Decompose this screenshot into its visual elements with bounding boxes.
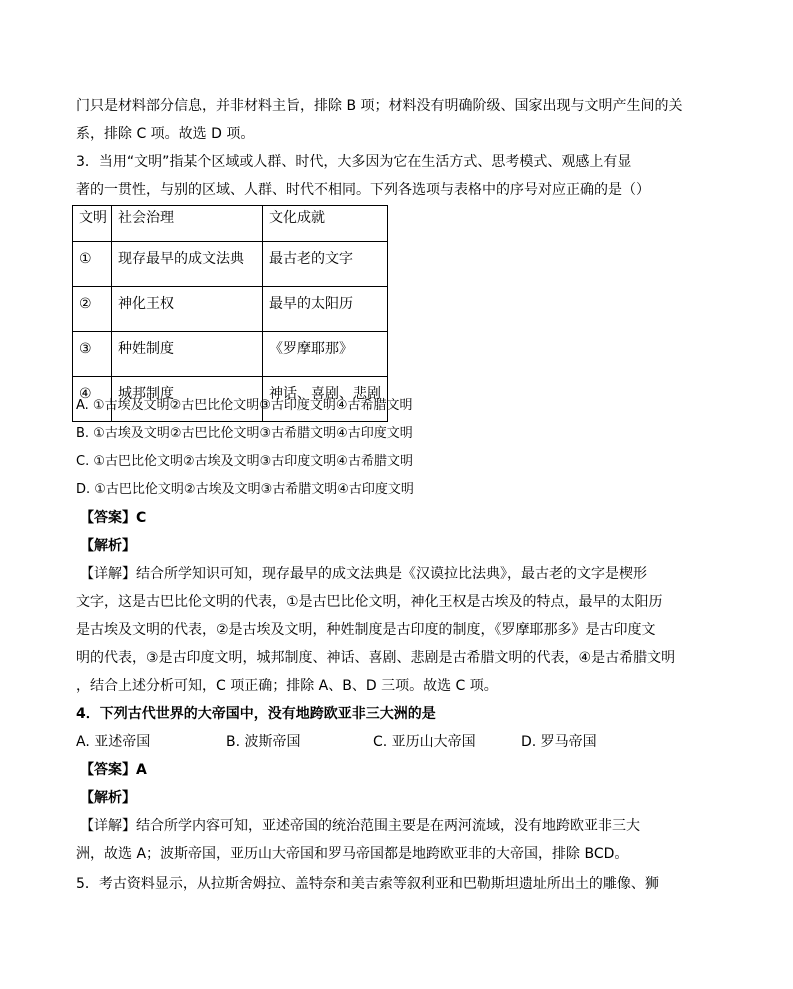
table-row [73,332,388,377]
civilization-table [72,205,388,422]
paragraph-line: 门只是材料部分信息，并非材料主旨，排除 B 项；材料没有明确阶级、国家出现与文明产生间的关 [76,98,683,114]
question-3-stem-line: 著的一贯性，与别的区域、人群、时代不相同。下列各选项与表格中的序号对应正确的是（） [76,182,650,198]
question-4-option-c: C. 亚历山大帝国 [373,734,476,750]
question-4-answer: 【答案】A [80,762,147,778]
table-cell: 神话、喜剧、悲剧 [263,377,388,422]
question-3-analysis-label: 【解析】 [80,538,136,554]
table-cell: 种姓制度 [112,332,263,377]
question-3-detail-line: ，结合上述分析可知，C 项正确；排除 A、B、D 三项。故选 C 项。 [76,678,498,694]
table-header-cell: 文化成就 [263,206,388,242]
table-cell: ① [73,242,112,287]
question-5-stem-line: 5．考古资料显示，从拉斯舍姆拉、盖特奈和美吉索等叙利亚和巴勒斯坦遗址所出土的雕像、狮 [76,876,659,892]
table-cell: 最早的太阳历 [263,287,388,332]
question-4-option-b: B. 波斯帝国 [226,734,301,750]
question-4-detail-line: 【详解】结合所学内容可知，亚述帝国的统治范围主要是在两河流域，没有地跨欧亚非三大 [80,818,640,834]
question-3-detail-line: 是古埃及文明的代表，②是古埃及文明，种姓制度是古印度的制度，《罗摩耶那多》是古印度文 [76,622,656,638]
table-cell: 《罗摩耶那》 [263,332,388,377]
question-3-detail-line: 明的代表，③是古印度文明，城邦制度、神话、喜剧、悲剧是古希腊文明的代表，④是古希腊文明 [76,650,676,666]
table-cell: 城邦制度 [112,377,263,422]
table-cell: 神化王权 [112,287,263,332]
table-cell: 最古老的文字 [263,242,388,287]
table-cell: ③ [73,332,112,377]
question-3-option-a: A. ①古埃及文明②古巴比伦文明③古印度文明④古希腊文明 [76,398,413,413]
table-row [73,287,388,332]
question-3-answer: 【答案】C [80,510,147,526]
question-4-detail-line: 洲，故选 A；波斯帝国，亚历山大帝国和罗马帝国都是地跨欧亚非的大帝国，排除 BCD。 [76,846,629,862]
table-cell: 现存最早的成文法典 [112,242,263,287]
question-3-stem-line: 3．当用“文明”指某个区域或人群、时代，大多因为它在生活方式、思考模式、观感上有显 [76,154,632,170]
question-4-stem: 4．下列古代世界的大帝国中，没有地跨欧亚非三大洲的是 [76,706,436,722]
question-3-detail-line: 文字，这是古巴比伦文明的代表，①是古巴比伦文明，神化王权是古埃及的特点，最早的太阳历 [76,594,663,610]
question-4-analysis-label: 【解析】 [80,790,136,806]
question-4-option-d: D. 罗马帝国 [521,734,597,750]
question-3-option-c: C. ①古巴比伦文明②古埃及文明③古印度文明④古希腊文明 [76,454,413,469]
table-cell: ④ [73,377,112,422]
question-3-detail-line: 【详解】结合所学知识可知，现存最早的成文法典是《汉谟拉比法典》，最古老的文字是楔形 [80,566,647,582]
question-3-option-b: B. ①古埃及文明②古巴比伦文明③古希腊文明④古印度文明 [76,426,413,441]
question-3-option-d: D. ①古巴比伦文明②古埃及文明③古希腊文明④古印度文明 [76,482,414,497]
table-cell: ② [73,287,112,332]
paragraph-line: 系，排除 C 项。故选 D 项。 [76,126,255,142]
question-4-option-a: A. 亚述帝国 [76,734,151,750]
table-header-cell: 文明 [73,206,112,242]
table-header-cell: 社会治理 [112,206,263,242]
table-header-row [73,206,388,242]
table-row [73,242,388,287]
